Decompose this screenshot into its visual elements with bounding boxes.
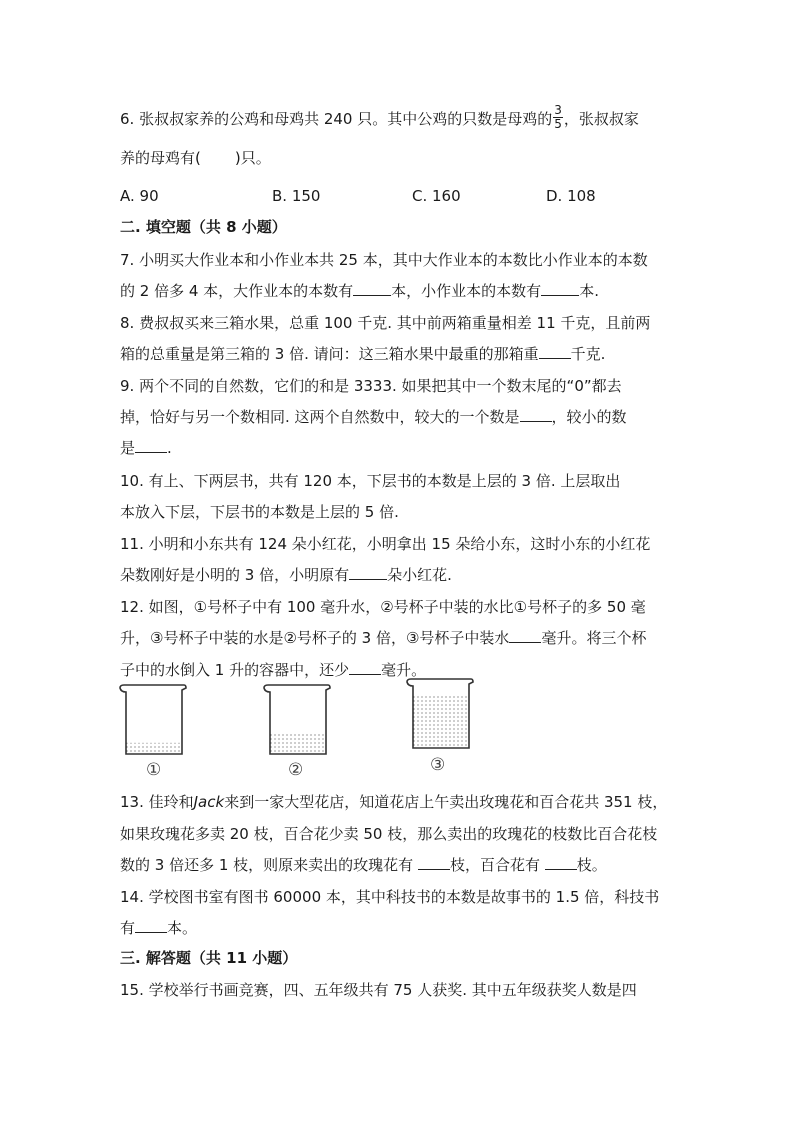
q12-line1: 12. 如图，①号杯子中有 100 毫升水，②号杯子中装的水比①号杯子的多 50 毫 (120, 598, 646, 616)
fraction-denominator: 5 (554, 117, 562, 131)
q9-blank-2[interactable] (135, 438, 167, 453)
q12-text: 升，③号杯子中装的水是②号杯子的 3 倍，③号杯子中装水 (120, 629, 510, 647)
q15-line1: 15. 学校举行书画竞赛，四、五年级共有 75 人获奖. 其中五年级获奖人数是四 (120, 981, 637, 999)
q9-line1: 9. 两个不同的自然数，它们的和是 3333. 如果把其中一个数末尾的“0”都去 (120, 377, 622, 395)
q14-line1: 14. 学校图书室有图书 60000 本，其中科技书的本数是故事书的 1.5 倍，科技书 (120, 888, 660, 906)
q7-text-2: 本，小作业本的本数有 (391, 282, 542, 300)
q13-line3 (120, 855, 607, 875)
beaker-1-label: ① (146, 760, 162, 780)
q9-line3 (120, 438, 172, 458)
q13-text-3: 数的 3 倍还多 1 枝，则原来卖出的玫瑰花有 (120, 856, 414, 874)
q12-line3 (120, 660, 426, 680)
q9-text-2: ，较小的数 (551, 408, 627, 426)
q12-blank-2[interactable] (349, 660, 381, 675)
beaker-3 (405, 676, 475, 760)
q10-line2: 本放入下层，下层书的本数是上层的 5 倍. (120, 503, 399, 521)
q8-text: 箱的总重量是第三箱的 3 倍. 请问：这三箱水果中最重的那箱重 (120, 345, 539, 363)
q13-name: Jack (193, 793, 225, 811)
q6-line1 (120, 103, 639, 133)
q14-text-2: 本。 (167, 919, 198, 937)
q13-text-5: 枝。 (576, 856, 607, 874)
q13-blank-1[interactable] (418, 855, 450, 870)
q11-blank[interactable] (349, 565, 387, 580)
q14-blank[interactable] (135, 918, 167, 933)
beaker-1 (118, 682, 188, 766)
q6-option-c[interactable]: C. 160 (412, 187, 461, 205)
q6-fraction (553, 104, 563, 131)
beaker-2 (262, 682, 332, 766)
q10-line1: 10. 有上、下两层书，共有 120 本，下层书的本数是上层的 3 倍. 上层取出 (120, 472, 621, 490)
beaker-2-water (270, 732, 324, 754)
q12-text-3: 子中的水倒入 1 升的容器中，还少 (120, 661, 350, 679)
beaker-1-water (126, 743, 180, 754)
q8-blank[interactable] (539, 344, 571, 359)
q9-text-3: 是 (120, 439, 136, 457)
q6-text: 6. 张叔叔家养的公鸡和母鸡共 240 只。其中公鸡的只数是母鸡的 (120, 110, 553, 128)
q13-blank-2[interactable] (545, 855, 577, 870)
q7-line2 (120, 281, 599, 301)
q6-text-2-tail: )只。 (234, 149, 271, 167)
beaker-2-label: ② (288, 760, 304, 780)
beaker-1-drawing (118, 682, 188, 762)
q12-text-2: 毫升。将三个杯 (541, 629, 647, 647)
q13-text-2: 来到一家大型花店，知道花店上午卖出玫瑰花和百合花共 351 枝， (224, 793, 668, 811)
q11-line1: 11. 小明和小东共有 124 朵小红花，小明拿出 15 朵给小东，这时小东的小红花 (120, 535, 651, 553)
q9-text-4: . (167, 439, 172, 457)
fraction-numerator: 3 (554, 103, 562, 117)
beaker-2-drawing (262, 682, 332, 762)
q11-text: 朵数刚好是小明的 3 倍，小明原有 (120, 566, 350, 584)
q9-blank-1[interactable] (520, 407, 552, 422)
q6-option-b[interactable]: B. 150 (272, 187, 321, 205)
q9-line2 (120, 407, 627, 427)
q12-blank-1[interactable] (509, 628, 541, 643)
section-answer-title: 三. 解答题（共 11 小题） (120, 949, 298, 967)
q8-line1: 8. 费叔叔买来三箱水果，总重 100 千克. 其中前两箱重量相差 11 千克，且前两 (120, 314, 651, 332)
q8-line2 (120, 344, 605, 364)
q6-line2 (120, 148, 271, 168)
q7-text: 的 2 倍多 4 本，大作业本的本数有 (120, 282, 354, 300)
section-fill-in-title: 二. 填空题（共 8 小题） (120, 218, 287, 236)
q11-text-2: 朵小红花. (387, 566, 452, 584)
q9-text: 掉，恰好与另一个数相同. 这两个自然数中，较大的一个数是 (120, 408, 520, 426)
beaker-3-label: ③ (430, 755, 446, 775)
q7-text-3: 本. (579, 282, 599, 300)
q6-text-tail: ，张叔叔家 (563, 110, 639, 128)
q7-line1: 7. 小明买大作业本和小作业本共 25 本，其中大作业本的本数比小作业本的本数 (120, 251, 648, 269)
q6-option-d[interactable]: D. 108 (546, 187, 596, 205)
q13-text: 13. 佳玲和 (120, 793, 194, 811)
q8-text-2: 千克. (570, 345, 606, 363)
q14-text: 有 (120, 919, 136, 937)
q13-text-4: 枝，百合花有 (449, 856, 540, 874)
q13-line2: 如果玫瑰花多卖 20 枝，百合花少卖 50 枝，那么卖出的玫瑰花的枝数比百合花枝 (120, 825, 658, 843)
q6-option-a[interactable]: A. 90 (120, 187, 159, 205)
q12-text-4: 毫升。 (381, 661, 427, 679)
q7-blank-2[interactable] (541, 281, 579, 296)
q14-line2 (120, 918, 197, 938)
q11-line2 (120, 565, 452, 585)
beaker-3-water (413, 695, 467, 748)
q6-text-2: 养的母鸡有( (120, 149, 201, 167)
beaker-3-drawing (405, 676, 475, 756)
q13-line1 (120, 792, 667, 812)
q12-line2 (120, 628, 646, 648)
q7-blank-1[interactable] (353, 281, 391, 296)
